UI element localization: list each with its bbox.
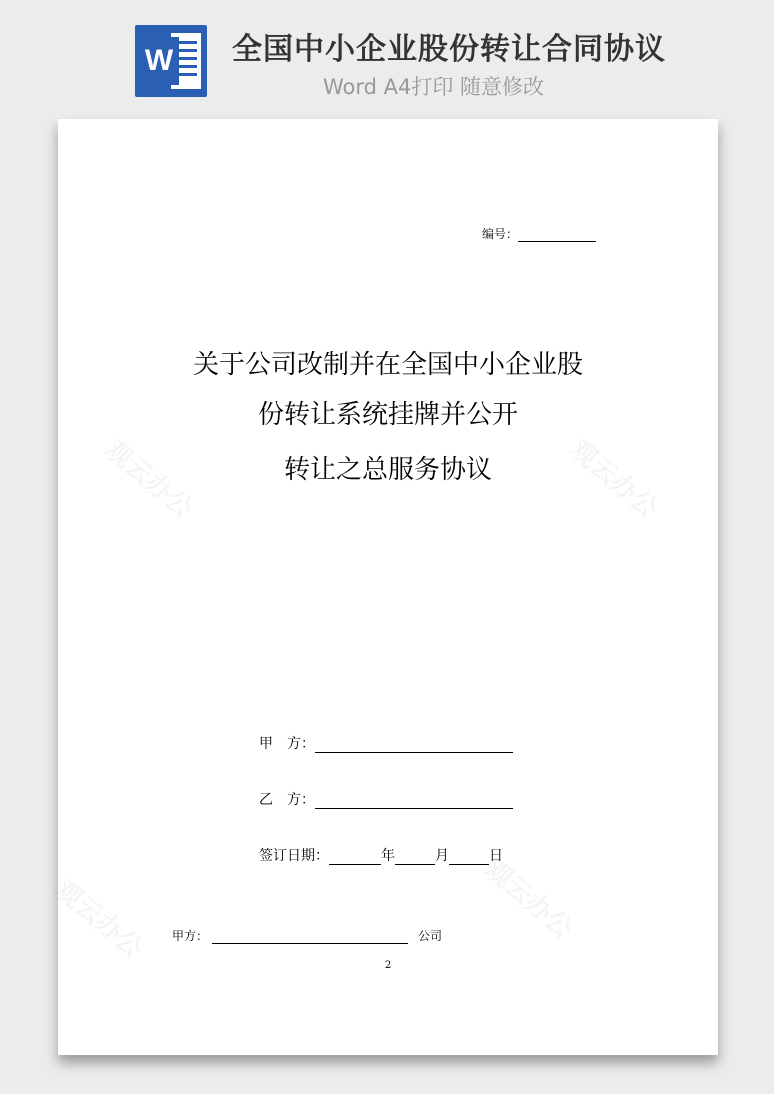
footer-party-blank <box>212 943 408 944</box>
year-blank <box>329 864 381 865</box>
title-line-1: 关于公司改制并在全国中小企业股 <box>192 350 583 380</box>
footer-party-label: 甲方： <box>172 929 209 943</box>
party-a-row <box>259 733 513 753</box>
date-label: 签订日期： <box>259 848 329 864</box>
party-a-blank <box>315 752 513 753</box>
party-b-blank <box>315 808 513 809</box>
party-a-label: 甲 方： <box>259 736 315 752</box>
party-b-label: 乙 方： <box>259 792 315 808</box>
banner-title: 全国中小企业股份转让合同协议 <box>232 32 666 67</box>
day-blank <box>449 864 489 865</box>
title-line-3: 转让之总服务协议 <box>283 455 492 485</box>
document-page <box>58 119 718 1055</box>
year-label: 年 <box>381 848 395 864</box>
month-label: 月 <box>435 848 449 864</box>
footer-party-row <box>172 927 442 944</box>
footer-company: 公司 <box>418 929 443 943</box>
sign-date-row <box>259 845 503 865</box>
word-letter: W <box>139 37 179 85</box>
title-line-2: 份转让系统挂牌并公开 <box>257 400 518 430</box>
day-label: 日 <box>489 848 503 864</box>
word-document-icon <box>135 25 207 97</box>
party-b-row <box>259 789 513 809</box>
number-label: 编号： <box>482 227 519 241</box>
number-blank <box>518 241 596 242</box>
month-blank <box>395 864 435 865</box>
document-number <box>482 225 596 242</box>
banner-subtitle: Word A4打印 随意修改 <box>323 75 545 99</box>
header-banner <box>0 0 774 112</box>
watermark <box>48 870 151 965</box>
page-number: 2 <box>384 960 392 971</box>
